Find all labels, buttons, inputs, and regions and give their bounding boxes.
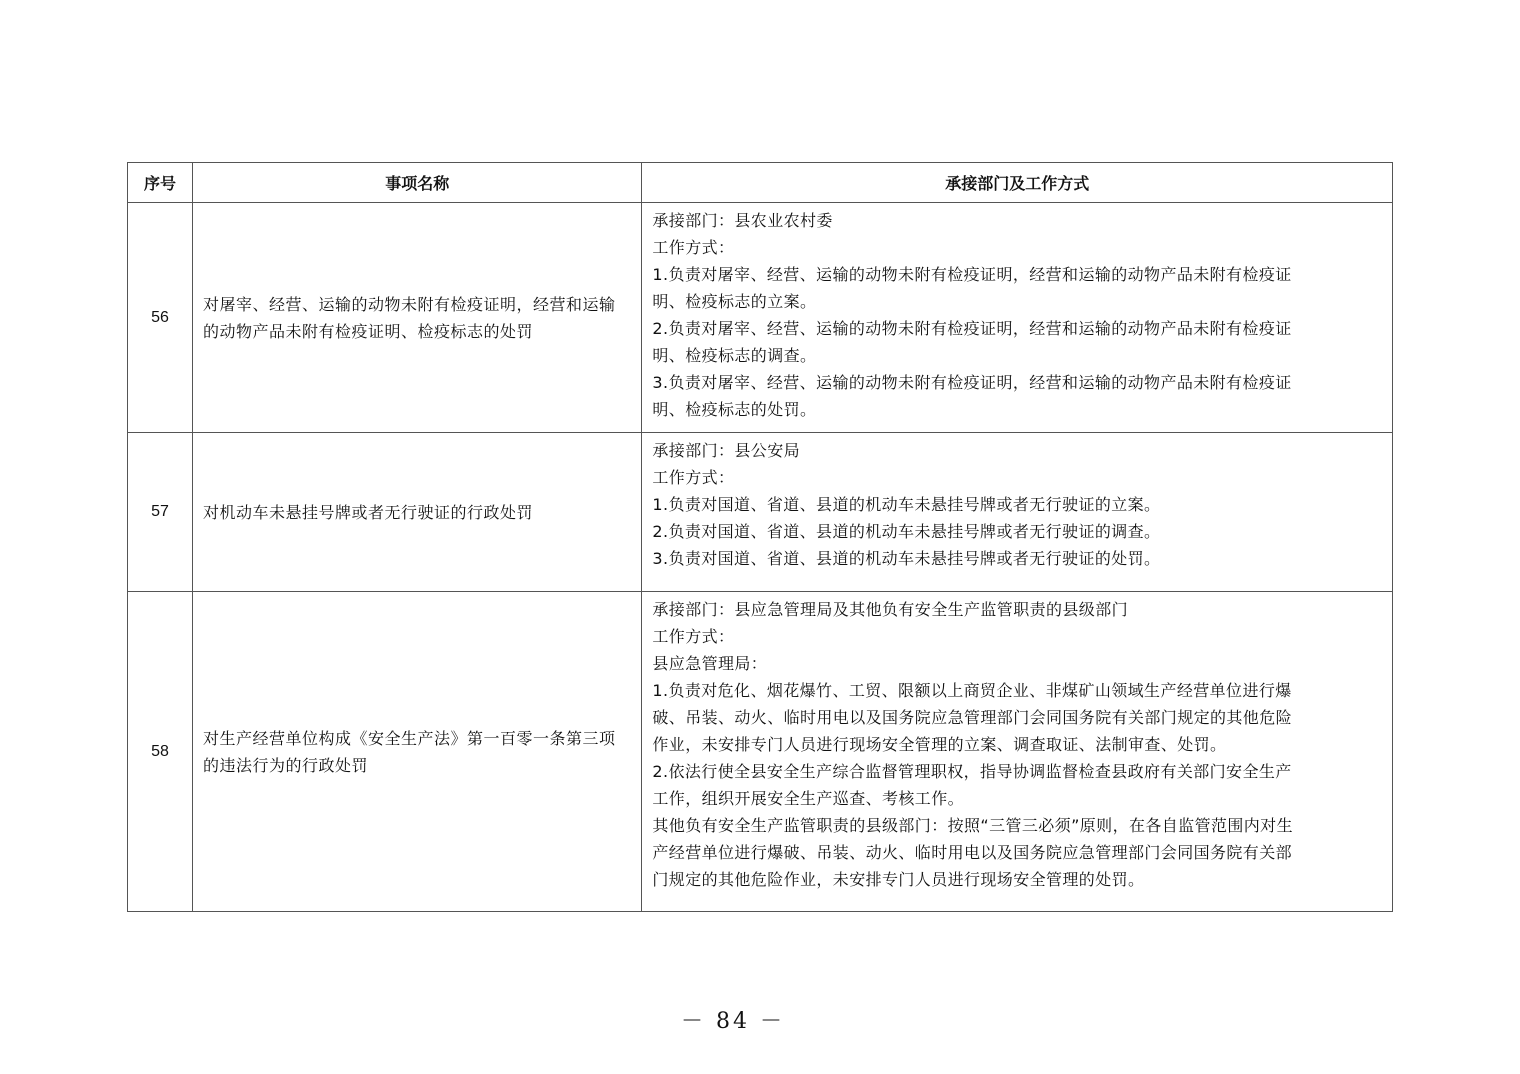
item-name: 对屠宰、经营、运输的动物未附有检疫证明，经营和运输的动物产品未附有检疫证明、检疫标志的处罚 xyxy=(193,203,642,433)
dept-and-method xyxy=(642,433,1393,592)
dept-line: 门规定的其他危险作业，未安排专门人员进行现场安全管理的处罚。 xyxy=(652,870,1145,889)
dept-line: 明、检疫标志的立案。 xyxy=(652,292,817,311)
table-row xyxy=(128,433,1393,592)
dept-and-method xyxy=(642,203,1393,433)
table-row xyxy=(128,203,1393,433)
dept-line: 3.负责对屠宰、经营、运输的动物未附有检疫证明，经营和运输的动物产品未附有检疫证 xyxy=(652,373,1292,392)
item-name: 对生产经营单位构成《安全生产法》第一百零一条第三项的违法行为的行政处罚 xyxy=(193,592,642,912)
dept-line: 1.负责对屠宰、经营、运输的动物未附有检疫证明，经营和运输的动物产品未附有检疫证 xyxy=(652,265,1292,284)
dept-line: 其他负有安全生产监管职责的县级部门：按照“三管三必须”原则，在各自监管范围内对生 xyxy=(652,816,1293,835)
dept-line: 明、检疫标志的处罚。 xyxy=(652,400,817,419)
dept-line: 工作方式： xyxy=(652,238,735,257)
dept-line: 明、检疫标志的调查。 xyxy=(652,346,817,365)
dept-line: 县应急管理局： xyxy=(652,654,768,673)
table-row xyxy=(128,592,1393,912)
item-name: 对机动车未悬挂号牌或者无行驶证的行政处罚 xyxy=(193,433,642,592)
dept-line: 3.负责对国道、省道、县道的机动车未悬挂号牌或者无行驶证的处罚。 xyxy=(652,549,1161,568)
header-no: 序号 xyxy=(128,163,193,203)
dept-line: 破、吊装、动火、临时用电以及国务院应急管理部门会同国务院有关部门规定的其他危险 xyxy=(652,708,1292,727)
page-number: － 84 － xyxy=(681,1009,785,1034)
dept-line: 1.负责对危化、烟花爆竹、工贸、限额以上商贸企业、非煤矿山领域生产经营单位进行爆 xyxy=(652,681,1292,700)
row-number: 56 xyxy=(128,203,193,433)
dept-line: 工作，组织开展安全生产巡查、考核工作。 xyxy=(652,789,964,808)
dept-line: 作业，未安排专门人员进行现场安全管理的立案、调查取证、法制审查、处罚。 xyxy=(652,735,1227,754)
dept-line: 工作方式： xyxy=(652,468,735,487)
table-header-row xyxy=(128,163,1393,203)
dept-line: 2.依法行使全县安全生产综合监督管理职权，指导协调监督检查县政府有关部门安全生产 xyxy=(652,762,1292,781)
header-name: 事项名称 xyxy=(193,163,642,203)
dept-line: 2.负责对屠宰、经营、运输的动物未附有检疫证明，经营和运输的动物产品未附有检疫证 xyxy=(652,319,1292,338)
dept-line: 2.负责对国道、省道、县道的机动车未悬挂号牌或者无行驶证的调查。 xyxy=(652,522,1161,541)
document-table xyxy=(127,162,1393,912)
row-number: 57 xyxy=(128,433,193,592)
header-dept: 承接部门及工作方式 xyxy=(642,163,1393,203)
dept-line: 承接部门：县公安局 xyxy=(652,441,800,460)
dept-line: 承接部门：县农业农村委 xyxy=(652,211,833,230)
dept-line: 产经营单位进行爆破、吊装、动火、临时用电以及国务院应急管理部门会同国务院有关部 xyxy=(652,843,1292,862)
dept-line: 1.负责对国道、省道、县道的机动车未悬挂号牌或者无行驶证的立案。 xyxy=(652,495,1161,514)
row-number: 58 xyxy=(128,592,193,912)
dept-and-method xyxy=(642,592,1393,912)
dept-line: 工作方式： xyxy=(652,627,735,646)
dept-line: 承接部门：县应急管理局及其他负有安全生产监管职责的县级部门 xyxy=(652,600,1128,619)
